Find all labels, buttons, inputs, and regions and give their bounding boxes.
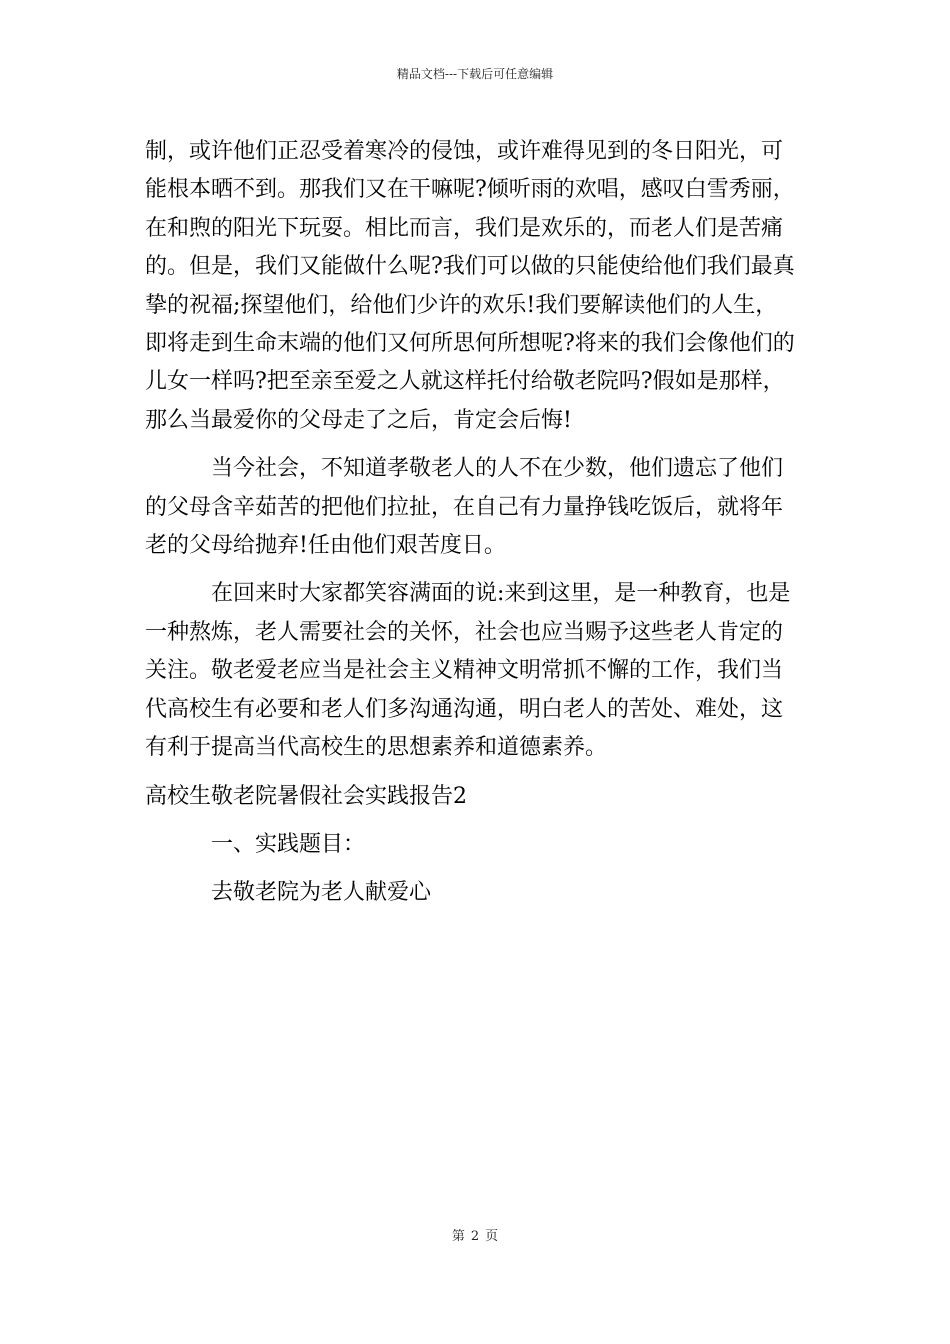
text-line: 老的父母给抛弃!任由他们艰苦度日。: [145, 533, 506, 559]
text-line: 的父母含辛茹苦的把他们拉扯，在自己有力量挣钱吃饭后，就将年: [145, 494, 784, 520]
text-line: 在和煦的阳光下玩耍。相比而言，我们是欢乐的，而老人们是苦痛: [145, 215, 784, 241]
text-line: 那么当最爱你的父母走了之后，肯定会后悔!: [145, 407, 572, 433]
subheading-practice-topic: [145, 826, 810, 864]
practice-topic-text: [145, 874, 810, 912]
paragraph-1: [145, 133, 810, 440]
text-line: 的。但是，我们又能做什么呢?我们可以做的只能使给他们我们最真: [145, 254, 795, 280]
page-prefix: 第: [451, 1229, 465, 1244]
text-line: 在回来时大家都笑容满面的说:来到这里，是一种教育，也是: [211, 581, 791, 607]
text-line: 制，或许他们正忍受着寒冷的侵蚀，或许难得见到的冬日阳光，可: [145, 139, 784, 164]
page-header: 精品文档---下载后可任意编辑: [396, 67, 554, 81]
page-suffix: 页: [485, 1229, 499, 1244]
paragraph-3: [145, 575, 810, 767]
text-line: 一种熬炼，老人需要社会的关怀，社会也应当赐予这些老人肯定的: [145, 619, 784, 645]
text-line: 有利于提高当代高校生的思想素养和道德素养。: [145, 735, 608, 761]
text-line: 代高校生有必要和老人们多沟通沟通，明白老人的苦处、难处，这: [145, 696, 784, 722]
text-line: 即将走到生命末端的他们又何所思何所想呢?将来的我们会像他们的: [145, 331, 795, 357]
text-line: 能根本晒不到。那我们又在干嘛呢?倾听雨的欢唱，感叹白雪秀丽，: [145, 177, 795, 203]
text-line: 儿女一样吗?把至亲至爱之人就这样托付给敬老院吗?假如是那样，: [145, 369, 785, 395]
subheading-text: 一、实践题目：: [211, 831, 366, 857]
text-line: 关注。敬老爱老应当是社会主义精神文明常抓不懈的工作，我们当: [145, 658, 784, 684]
document-body: [145, 133, 810, 913]
text-line: 当今社会，不知道孝敬老人的人不在少数，他们遗忘了他们: [211, 456, 784, 482]
heading-text: 高校生敬老院暑假社会实践报告2: [145, 783, 467, 809]
section-heading: [145, 778, 810, 816]
paragraph-2: [145, 450, 810, 565]
topic-text: 去敬老院为老人献爱心: [211, 880, 432, 906]
page-footer: [0, 1229, 950, 1245]
text-line: 挚的祝福;探望他们，给他们少许的欢乐!我们要解读他们的人生，: [145, 292, 778, 318]
page-number: 2: [470, 1229, 480, 1244]
